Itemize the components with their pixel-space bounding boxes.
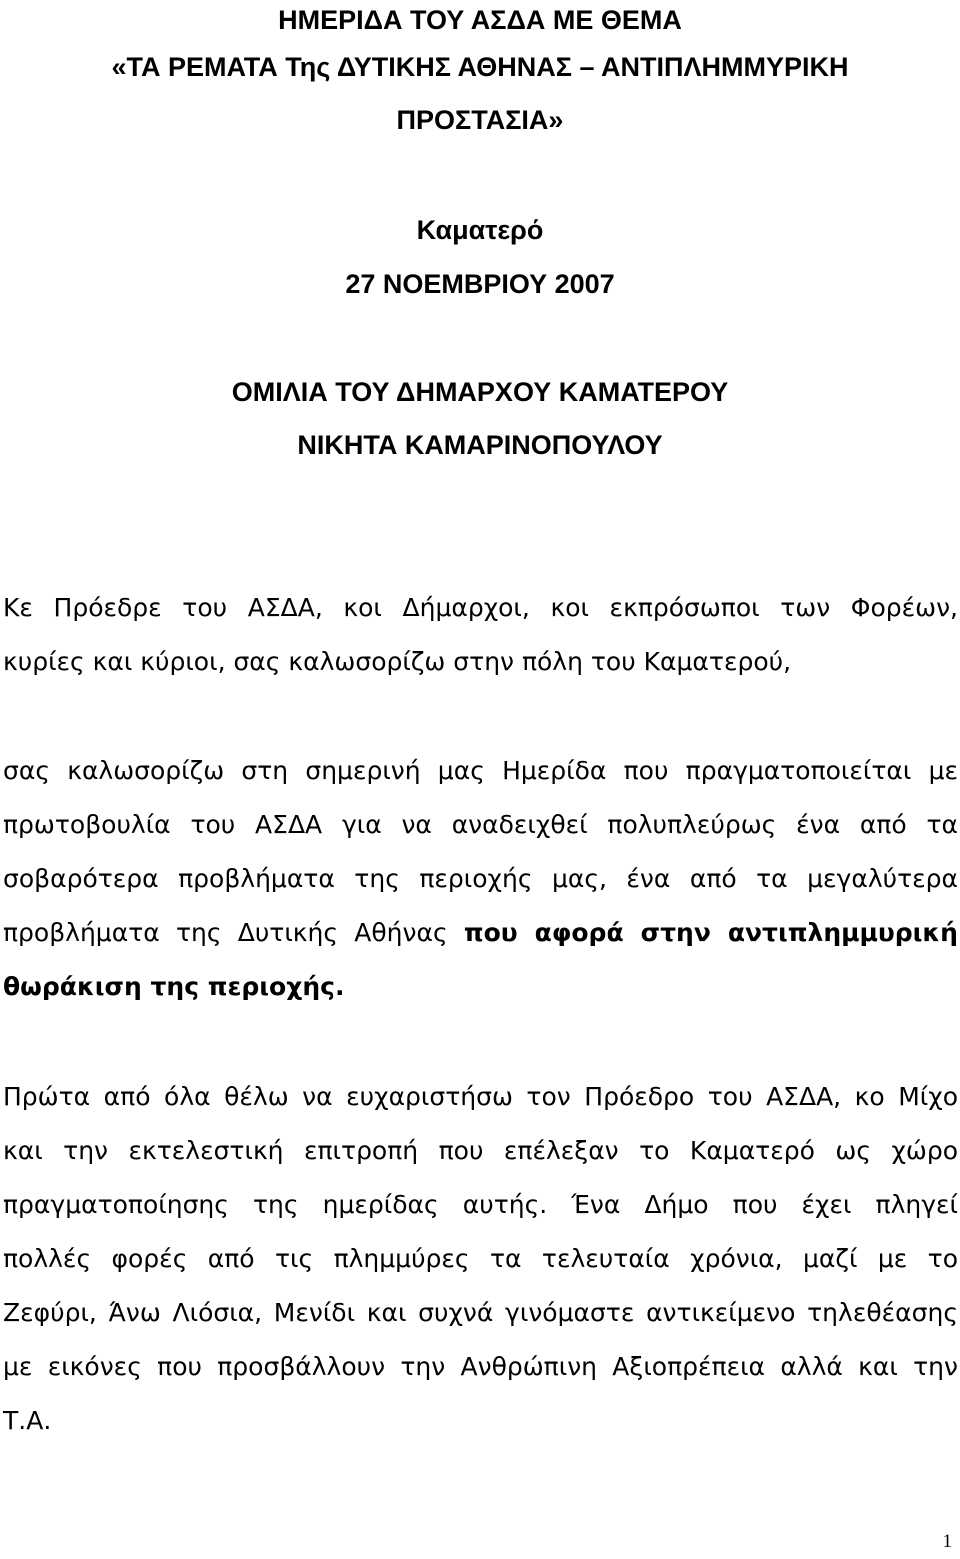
paragraph-2-line-5: θωράκιση της περιοχής. (3, 972, 345, 1001)
speech-title-line-1: ΟΜΙΛΙΑ ΤΟΥ ΔΗΜΑΡΧΟΥ ΚΑΜΑΤΕΡΟΥ (231, 377, 729, 407)
paragraph-2-line-4 (3, 913, 958, 953)
paragraph-3-line-1: Πρώτα από όλα θέλω να ευχαριστήσω τον Πρόεδρο του ΑΣΔΑ, κο Μίχο (3, 1082, 958, 1111)
paragraph-1-line-2: κυρίες και κύριοι, σας καλωσορίζω στην πόλη του Καματερού, (3, 647, 792, 676)
paragraph-2-line-2: πρωτοβουλία του ΑΣΔΑ για να αναδειχθεί πολυπλεύρως ένα από τα (3, 810, 958, 839)
heading-date: 27 ΝΟΕΜΒΡΙΟΥ 2007 (345, 269, 615, 299)
paragraph-3-line-4: πολλές φορές από τις πλημμύρες τα τελευταία χρόνια, μαζί με το (3, 1244, 958, 1273)
heading-place: Καματερό (416, 215, 544, 245)
paragraph-2-line-1: σας καλωσορίζω στη σημερινή μας Ημερίδα που πραγματοποιείται με (3, 756, 958, 785)
paragraph-3-line-3: πραγματοποίησης της ημερίδας αυτής. Ένα Δήμο που έχει πληγεί (3, 1190, 958, 1219)
paragraph-3-line-7: Τ.Α. (3, 1406, 52, 1435)
speech-title-line-2: ΝΙΚΗΤΑ ΚΑΜΑΡΙΝΟΠΟΥΛΟΥ (297, 430, 663, 460)
heading-line-1: ΗΜΕΡΙΔΑ ΤΟΥ ΑΣΔΑ ΜΕ ΘΕΜΑ (278, 5, 682, 35)
heading-line-3: ΠΡΟΣΤΑΣΙΑ» (396, 105, 564, 135)
paragraph-2-line-4-normal: προβλήματα της Δυτικής Αθήνας (3, 918, 464, 947)
paragraph-2-line-4-bold: που αφορά στην αντιπλημμυρική (463, 918, 958, 947)
heading-line-2: «ΤΑ ΡΕΜΑΤΑ Της ΔΥΤΙΚΗΣ ΑΘΗΝΑΣ – ΑΝΤΙΠΛΗΜΜΥΡΙΚΗ (111, 52, 849, 82)
paragraph-1-line-1: Κε Πρόεδρε του ΑΣΔΑ, κοι Δήμαρχοι, κοι εκπρόσωποι των Φορέων, (3, 593, 958, 622)
paragraph-3-line-5: Ζεφύρι, Άνω Λιόσια, Μενίδι και συχνά γινόμαστε αντικείμενο τηλεθέασης (3, 1298, 958, 1327)
paragraph-3-line-2: και την εκτελεστική επιτροπή που επέλεξαν το Καματερό ως χώρο (3, 1136, 958, 1165)
page-number: 1 (942, 1531, 952, 1552)
paragraph-3-line-6: με εικόνες που προσβάλλουν την Ανθρώπινη Αξιοπρέπεια αλλά και την (3, 1352, 958, 1381)
paragraph-2-line-3: σοβαρότερα προβλήματα της περιοχής μας, ένα από τα μεγαλύτερα (3, 864, 958, 893)
